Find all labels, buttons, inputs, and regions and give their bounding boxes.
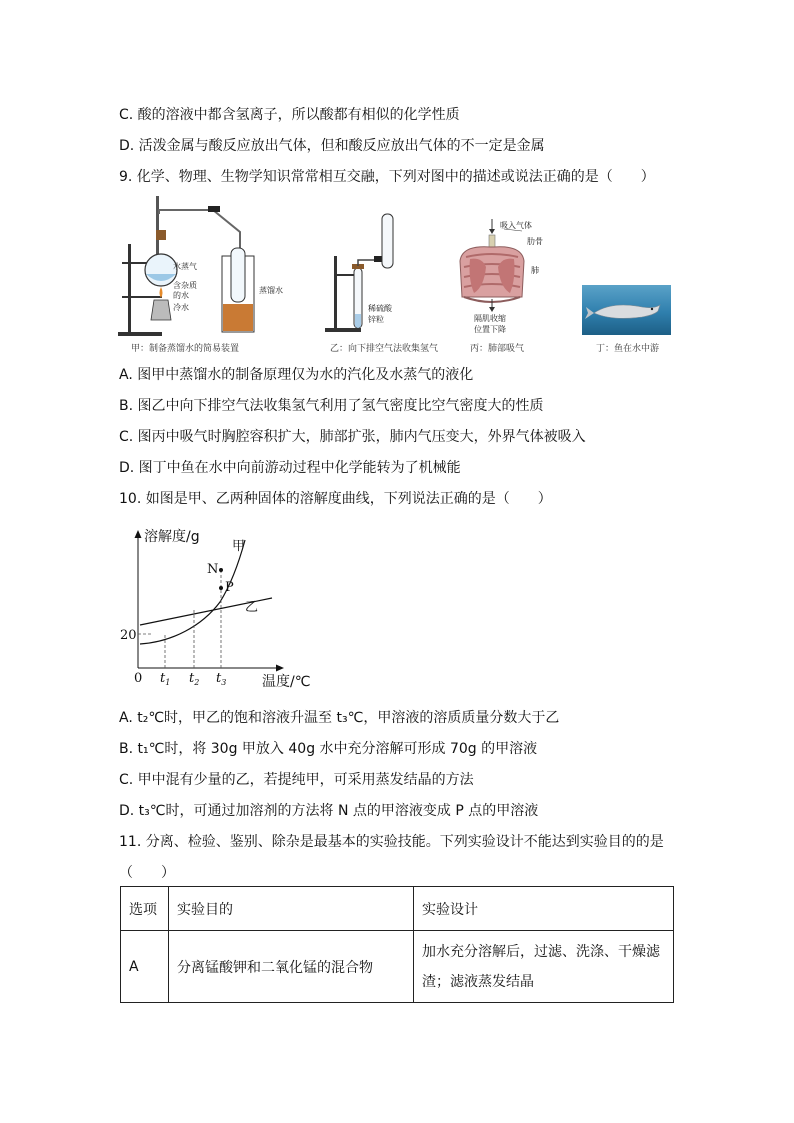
label-diaphragm-2: 位置下降	[474, 325, 506, 334]
question-11-stem: 11. 分离、检验、鉴别、除杂是最基本的实验技能。下列实验设计不能达到实验目的的是	[119, 834, 664, 850]
figure-jia-distillation	[118, 192, 298, 340]
question-10-stem: 10. 如图是甲、乙两种固体的溶解度曲线，下列说法正确的是（ ）	[119, 491, 552, 507]
label-jia: 甲	[232, 539, 246, 554]
label-y20: 20	[120, 628, 137, 643]
question-9-stem: 9. 化学、物理、生物学知识常常相互交融，下列对图中的描述或说法正确的是（ ）	[119, 169, 655, 185]
label-cold-water: 冷水	[173, 303, 189, 312]
figure-yi-hydrogen	[322, 210, 402, 334]
q10-option-d: D. t₃℃时，可通过加溶剂的方法将 N 点的甲溶液变成 P 点的甲溶液	[119, 803, 539, 819]
cell-design-line-2: 渣；滤液蒸发结晶	[422, 973, 534, 990]
label-diaphragm-1: 隔肌收缩	[474, 314, 506, 323]
question-11-paren: （ ）	[119, 865, 175, 881]
label-n: N	[207, 562, 219, 577]
header-design: 实验设计	[414, 887, 674, 931]
table-row	[121, 931, 674, 1003]
label-yi: 乙	[245, 600, 259, 615]
point-p	[219, 586, 223, 590]
solubility-graph	[112, 524, 322, 694]
label-t3: $t_3$	[216, 671, 227, 687]
label-t1: $t_1$	[160, 671, 171, 687]
label-zinc: 锌粒	[368, 315, 384, 324]
label-vapor: 水蒸气	[173, 262, 197, 271]
point-n	[219, 568, 223, 572]
q10-option-c: C. 甲中混有少量的乙，若提纯甲，可采用蒸发结晶的方法	[119, 772, 474, 788]
label-impure: 含杂质	[173, 281, 197, 290]
label-p: P	[225, 580, 234, 595]
caption-ding: 丁：鱼在水中游	[596, 344, 660, 354]
experiment-table	[120, 886, 674, 1003]
cell-design-line-1: 加水充分溶解后，过滤、洗涤、干燥滤	[422, 943, 660, 960]
header-goal: 实验目的	[169, 887, 414, 931]
label-inhale: 吸入气体	[500, 221, 532, 230]
q10-option-b: B. t₁℃时，将 30g 甲放入 40g 水中充分溶解可形成 70g 的甲溶液	[119, 741, 538, 757]
q9-option-a: A. 图甲中蒸馏水的制备原理仅为水的汽化及水蒸气的液化	[119, 367, 474, 383]
header-option: 选项	[121, 887, 169, 931]
caption-yi: 乙：向下排空气法收集氢气	[330, 344, 439, 354]
graph-ylabel: 溶解度/g	[144, 529, 200, 545]
label-rib: 肋骨	[527, 237, 543, 246]
q9-option-c: C. 图丙中吸气时胸腔容积扩大，肺部扩张，肺内气压变大，外界气体被吸入	[119, 429, 586, 445]
graph-xlabel: 温度/℃	[262, 674, 311, 690]
label-distilled: 蒸馏水	[259, 286, 283, 295]
option-d-prev: D. 活泼金属与酸反应放出气体，但和酸反应放出气体的不一定是金属	[119, 138, 545, 154]
table-header-row	[121, 887, 674, 931]
figure-bing-lungs	[452, 217, 552, 335]
cell-goal: 分离锰酸钾和二氧化锰的混合物	[169, 931, 414, 1003]
figure-ding-fish	[582, 285, 671, 335]
cell-design	[414, 931, 674, 1003]
caption-jia: 甲：制备蒸馏水的简易装置	[131, 344, 240, 354]
caption-bing: 丙：肺部吸气	[470, 344, 525, 354]
label-t2: $t_2$	[189, 671, 200, 687]
q10-option-a: A. t₂℃时，甲乙的饱和溶液升温至 t₃℃，甲溶液的溶质质量分数大于乙	[119, 710, 560, 726]
label-water1: 的水	[173, 291, 189, 300]
label-acid: 稀硫酸	[368, 304, 392, 313]
q9-option-b: B. 图乙中向下排空气法收集氢气利用了氢气密度比空气密度大的性质	[119, 398, 544, 414]
q9-option-d: D. 图丁中鱼在水中向前游动过程中化学能转为了机械能	[119, 460, 461, 476]
cell-option: A	[121, 931, 169, 1003]
option-c-prev: C. 酸的溶液中都含氢离子，所以酸都有相似的化学性质	[119, 107, 460, 123]
fish-icon	[582, 285, 671, 335]
label-origin: 0	[134, 671, 143, 686]
label-lung: 肺	[531, 266, 539, 275]
